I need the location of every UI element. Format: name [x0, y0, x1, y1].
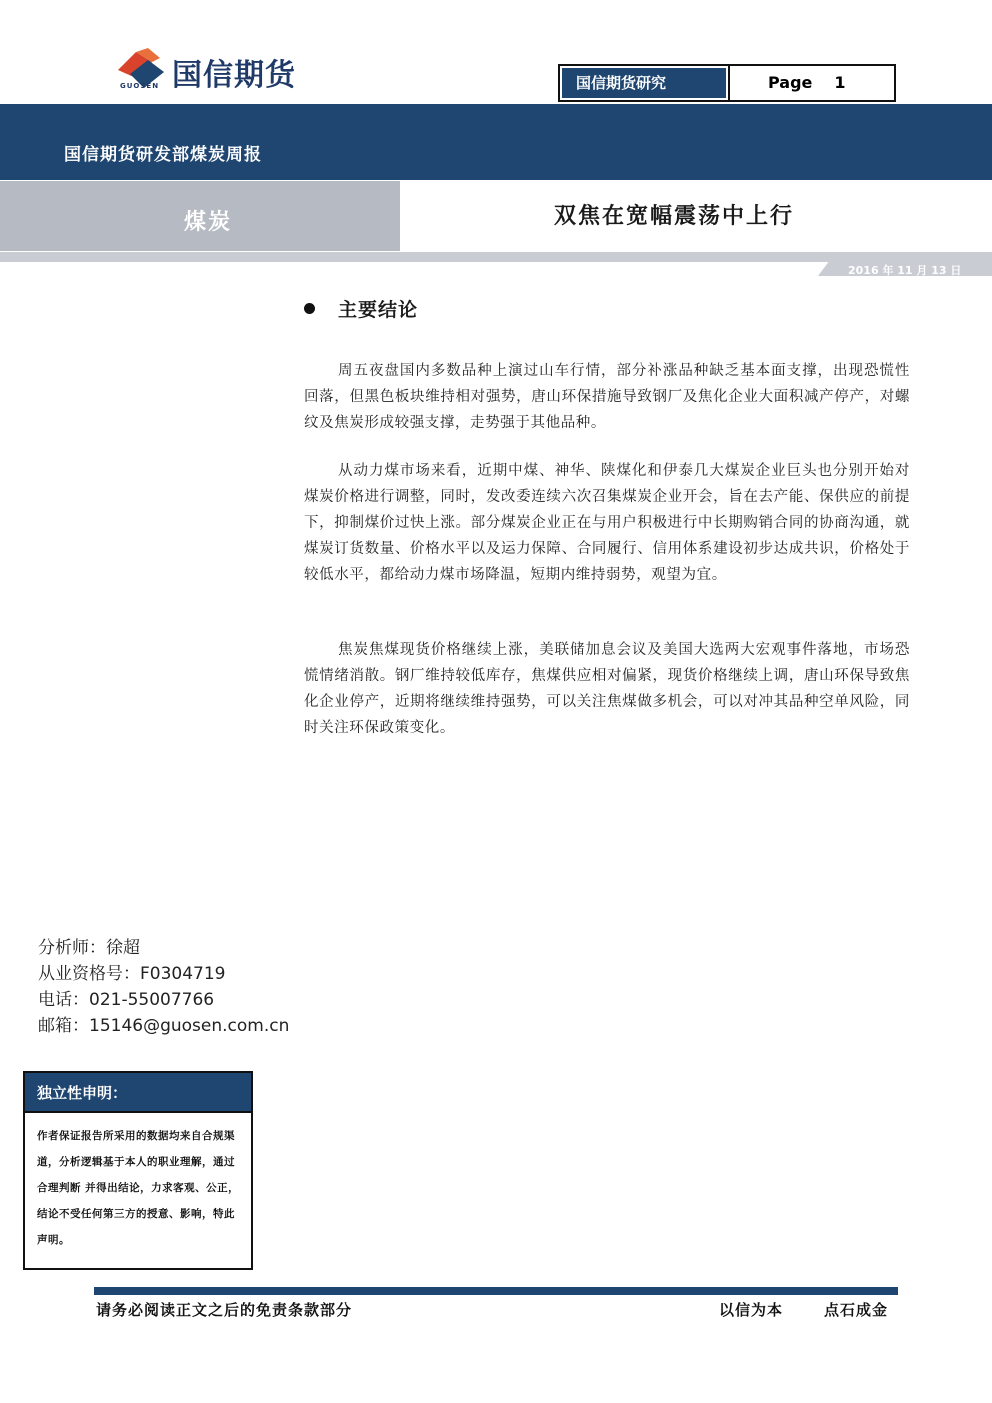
page-label: Page — [768, 73, 813, 92]
footer-motto: 点石成金 — [824, 1301, 889, 1319]
page-number: 1 — [834, 73, 846, 92]
logo-subtext: GUOSEN — [120, 82, 160, 90]
footer-notice: 请务必阅读正文之后的免责条款部分 — [96, 1301, 353, 1319]
page-label-wrap — [732, 68, 892, 98]
section-title: 主要结论 — [338, 299, 419, 321]
date-strip — [0, 252, 992, 262]
analyst-email: 邮箱：15146@guosen.com.cn — [38, 1016, 290, 1036]
company-logo — [114, 44, 354, 94]
conclusion-paragraph: 焦炭焦煤现货价格继续上涨，美联储加息会议及美国大选两大宏观事件落地，市场恐慌情绪消散。钢厂维持较低库存，焦煤供应相对偏紧，现货价格继续上调，唐山环保导致焦化企业停产，近期将继续维持强势，可以关注焦煤做多机会，可以对冲其品种空单风险，同时关注环保政策变化。 — [304, 642, 910, 736]
analyst-phone: 电话：021-55007766 — [38, 990, 215, 1010]
analyst-certificate: 从业资格号：F0304719 — [38, 964, 226, 984]
conclusion-paragraph: 从动力煤市场来看，近期中煤、神华、陕煤化和伊泰几大煤炭企业巨头也分别开始对煤炭价格进行调整，同时，发改委连续六次召集煤炭企业开会，旨在去产能、保供应的前提下，抑制煤价过快上涨。部分煤炭企业正在与用户积极进行中长期购销合同的协商沟通，就煤炭订货数量、价格水平以及运力保障、合同履行、信用体系建设初步达成共识，价格处于较低水平，都给动力煤市场降温，短期内维持弱势，观望为宜。 — [304, 463, 910, 583]
conclusion-paragraph: 周五夜盘国内多数品种上演过山车行情，部分补涨品种缺乏基本面支撑，出现恐慌性回落，但黑色板块维持相对强势，唐山环保措施导致钢厂及焦化企业大面积减产停产，对螺纹及焦炭形成较强支撑，走势强于其他品种。 — [304, 363, 910, 431]
statement-body: 作者保证报告所采用的数据均来自合规渠道，分析逻辑基于本人的职业理解，通过合理判断 并得出结论，力求客观、公正，结论不受任何第三方的授意、影响，特此声明。 — [37, 1130, 240, 1246]
research-label: 国信期货研究 — [562, 68, 726, 98]
page-box-divider — [728, 66, 730, 100]
report-headline: 双焦在宽幅震荡中上行 — [554, 204, 795, 229]
page-indicator-box — [558, 64, 896, 102]
statement-title: 独立性申明： — [25, 1073, 251, 1113]
footer-divider — [94, 1287, 898, 1295]
footer-motto: 以信为本 — [719, 1301, 784, 1319]
sector-label: 煤炭 — [184, 210, 233, 235]
report-date: 2016 年 11 月 13 日 — [848, 264, 962, 277]
logo-text: 国信期货 — [172, 58, 296, 93]
bullet-icon — [304, 303, 315, 314]
independence-statement-box — [23, 1071, 253, 1270]
analyst-name: 分析师：徐超 — [38, 938, 140, 958]
report-series-title: 国信期货研发部煤炭周报 — [64, 145, 262, 165]
